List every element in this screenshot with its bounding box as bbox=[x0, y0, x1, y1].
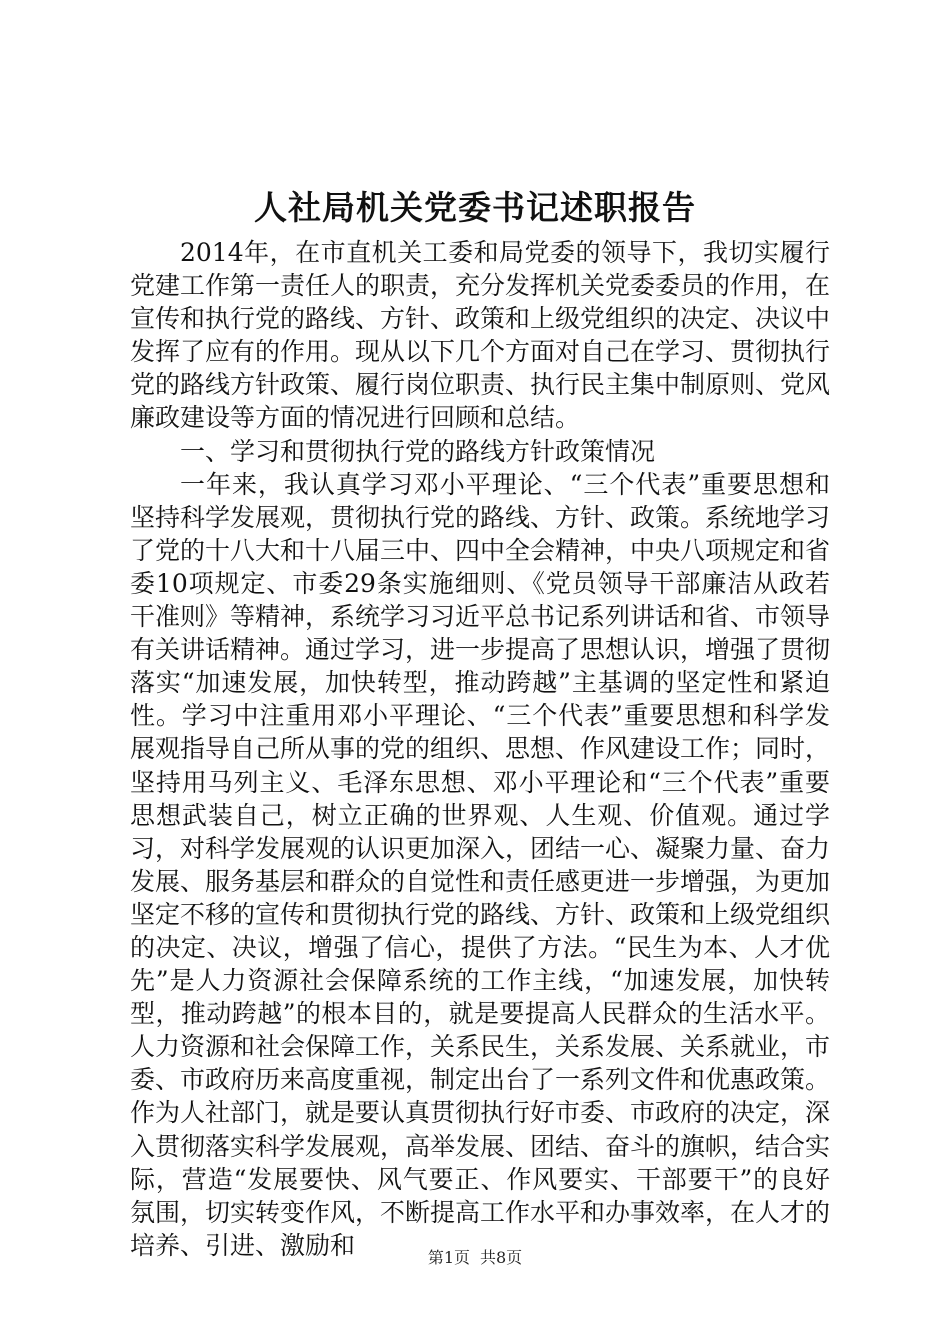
page-number-current: 第1页 bbox=[427, 1248, 470, 1267]
page-footer bbox=[0, 1247, 950, 1269]
section-heading-1: 一、学习和贯彻执行党的路线方针政策情况 bbox=[180, 436, 656, 466]
page-number-total: 共8页 bbox=[480, 1248, 523, 1267]
document-body bbox=[130, 236, 830, 1262]
document-title: 人社局机关党委书记述职报告 bbox=[254, 188, 696, 227]
body-paragraph-study: 一年来，我认真学习邓小平理论、“三个代表”重要思想和坚持科学发展观，贯彻执行党的路线、方针、政策。系统地学习了党的十八大和十八届三中、四中全会精神，中央八项规定和省委10项规定、市委29条实施细则、《党员领导干部廉洁从政若干准则》等精神，系统学习习近平总书记系列讲话和省、市领导有关讲话精神。通过学习，进一步提高了思想认识，增强了贯彻落实“加速发展，加快转型，推动跨越”主基调的坚定性和紧迫性。学习中注重用邓小平理论、“三个代表”重要思想和科学发展观指导自己所从事的党的组织、思想、作风建设工作；同时，坚持用马列主义、毛泽东思想、邓小平理论和“三个代表”重要思想武装自己，树立正确的世界观、人生观、价值观。通过学习，对科学发展观的认识更加深入，团结一心、凝聚力量、奋力发展、服务基层和群众的自觉性和责任感更进一步增强，为更加坚定不移的宣传和贯彻执行党的路线、方针、政策和上级党组织的决定、决议，增强了信心，提供了方法。“民生为本、人才优先”是人力资源社会保障系统的工作主线，“加速发展，加快转型，推动跨越”的根本目的，就是要提高人民群众的生活水平。人力资源和社会保障工作，关系民生，关系发展、关系就业，市委、市政府历来高度重视，制定出台了一系列文件和优惠政策。作为人社部门，就是要认真贯彻执行好市委、市政府的决定，深入贯彻落实科学发展观，高举发展、团结、奋斗的旗帜，结合实际，营造“发展要快、风气要正、作风要实、干部要干”的良好氛围，切实转变作风，不断提高工作水平和办事效率，在人才的培养、引进、激励和 bbox=[130, 469, 831, 1260]
body-paragraph-intro: 2014年，在市直机关工委和局党委的领导下，我切实履行党建工作第一责任人的职责，充分发挥机关党委委员的作用，在宣传和执行党的路线、方针、政策和上级党组织的决定、决议中发挥了应有的作用。现从以下几个方面对自己在学习、贯彻执行党的路线方针政策、履行岗位职责、执行民主集中制原则、党风廉政建设等方面的情况进行回顾和总结。 bbox=[130, 238, 831, 433]
